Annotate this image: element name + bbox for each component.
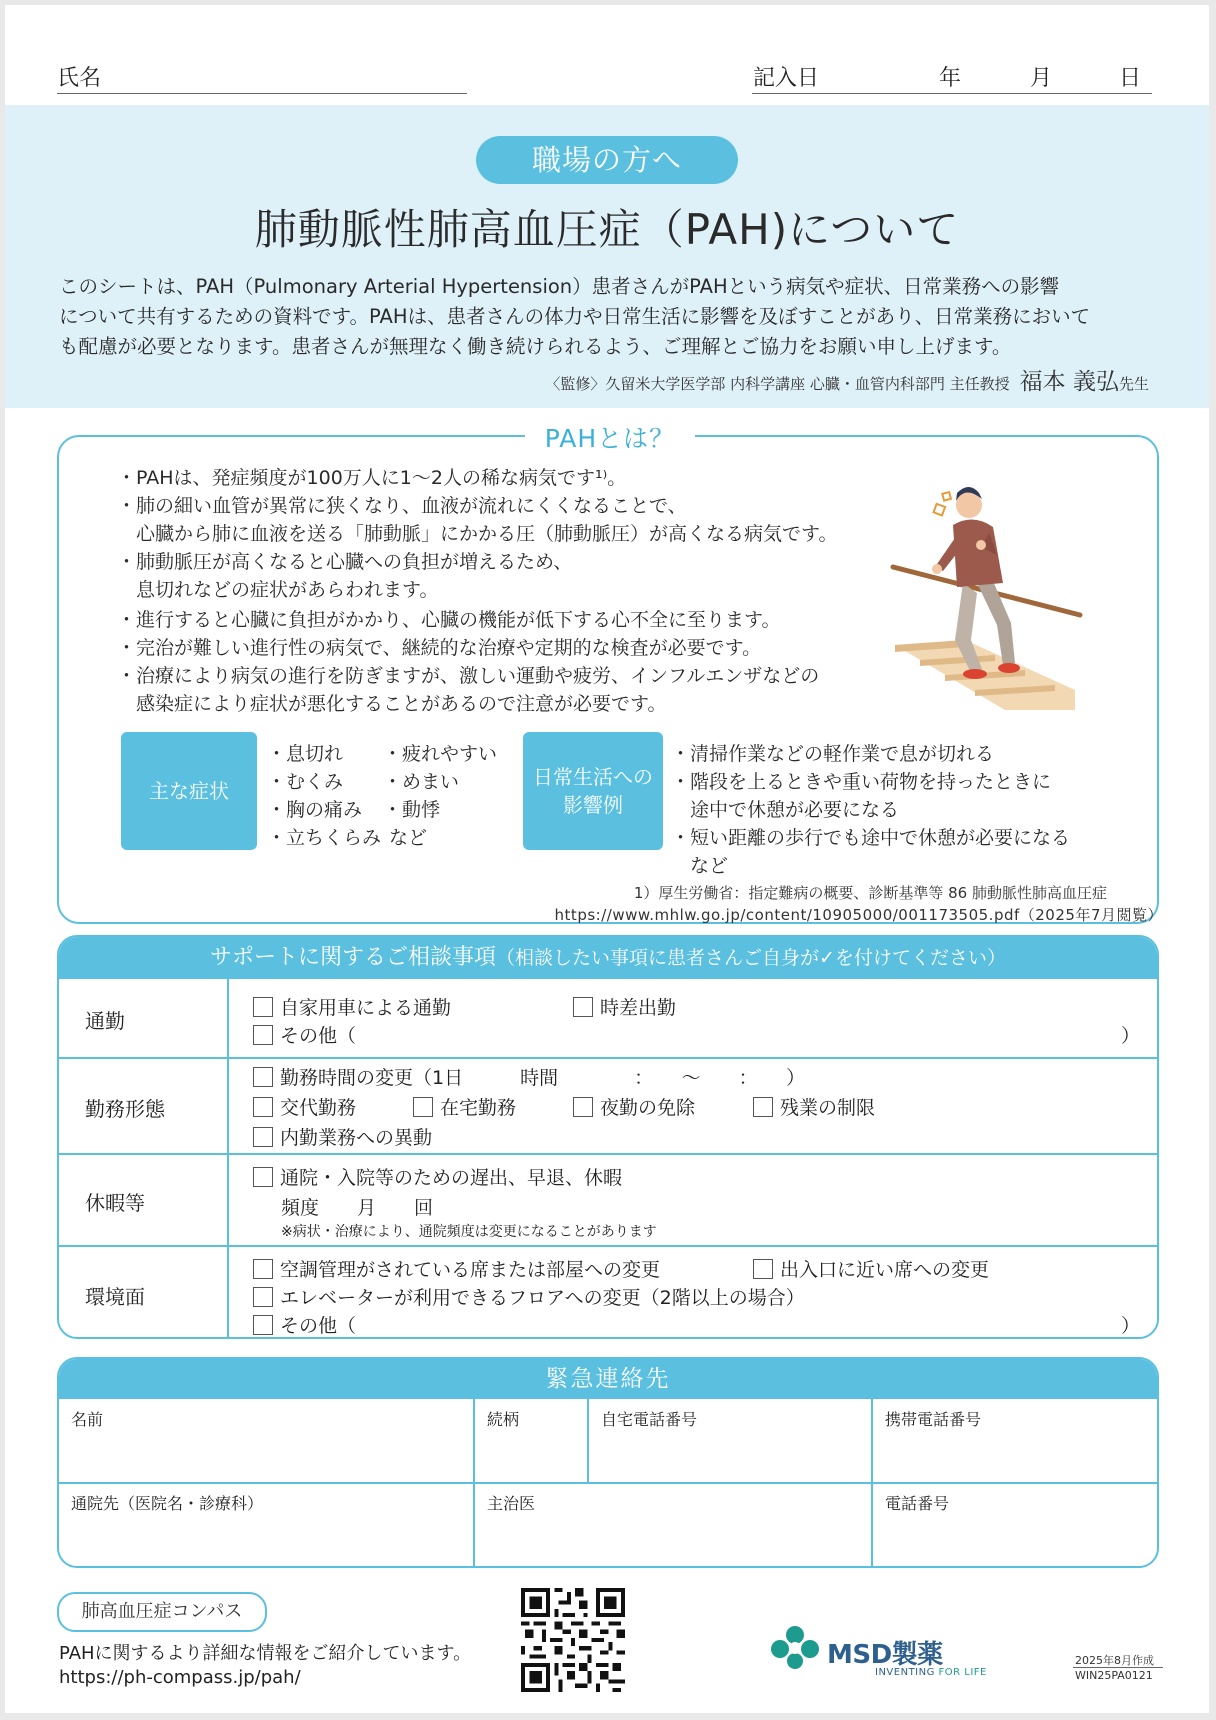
supervisor-affiliation: 〈監修〉久留米大学医学部 内科学講座 心臓・血管内科部門 主任教授 <box>545 375 1010 393</box>
impact-tag <box>523 732 663 850</box>
option-label: エレベーターが利用できるフロアへの変更（2階以上の場合） <box>280 1287 805 1309</box>
checkbox[interactable] <box>753 1097 773 1117</box>
day-label: 日 <box>1119 66 1142 91</box>
pah-bullet: ・治療により病気の進行を防ぎますが、激しい運動や疲労、インフルエンザなどの <box>117 665 820 687</box>
supervisor-suffix: 先生 <box>1118 375 1149 393</box>
page-title: 肺動脈性肺高血圧症（PAH)について <box>254 205 960 254</box>
stair-climber-illustration <box>885 475 1085 715</box>
pah-bullet: 心臓から肺に血液を送る「肺動脈」にかかる圧（肺動脈圧）が高くなる病気です。 <box>117 523 838 545</box>
checkbox[interactable] <box>413 1097 433 1117</box>
row-label-commute: 通勤 <box>85 1009 125 1033</box>
symptom-item: ・疲れやすい <box>383 743 498 765</box>
pah-bullet: ・PAHは、発症頻度が100万人に1〜2人の稀な病気です¹⁾。 <box>117 467 627 489</box>
tagline-b: FOR LIFE <box>934 1667 987 1678</box>
impact-item: ・階段を上るときや重い荷物を持ったときに <box>671 771 1052 793</box>
meta-divider <box>1073 1667 1163 1668</box>
visit-frequency: 頻度 月 回 <box>281 1197 434 1219</box>
compass-link[interactable]: 肺高血圧症コンパス <box>57 1592 267 1632</box>
support-heading-note: （相談したい事項に患者さんご自身が✓を付けてください） <box>496 947 1006 969</box>
date-line[interactable] <box>752 93 1152 94</box>
option-label: その他（ <box>280 1315 357 1337</box>
option-env-other[interactable] <box>253 1311 356 1338</box>
close-paren: ） <box>1121 1025 1141 1047</box>
label-divider <box>227 979 229 1339</box>
option-indoor-transfer[interactable] <box>253 1123 432 1150</box>
row-divider <box>59 1482 1157 1484</box>
option-label: 出入口に近い席への変更 <box>780 1259 990 1281</box>
pah-bullet: ・進行すると心臓に負担がかかり、心臓の機能が低下する心不全に至ります。 <box>117 609 781 631</box>
row-divider <box>59 1057 1157 1059</box>
pah-bullet: 息切れなどの症状があらわれます。 <box>117 579 439 601</box>
checkbox[interactable] <box>253 1167 273 1187</box>
qr-code-icon[interactable] <box>521 1588 625 1692</box>
pah-bullet: ・肺の細い血管が異常に狭くなり、血液が流れにくくなることで、 <box>117 495 687 517</box>
emergency-section <box>57 1357 1159 1568</box>
option-remote-work[interactable] <box>413 1093 516 1120</box>
name-label: 氏名 <box>57 66 102 91</box>
field-phone[interactable]: 電話番号 <box>885 1494 950 1513</box>
row-label-leave: 休暇等 <box>85 1191 145 1215</box>
impact-tag-line: 日常生活への <box>533 765 653 789</box>
footer-info: PAHに関するより詳細な情報をご紹介しています。 <box>59 1643 472 1664</box>
support-heading <box>59 937 1157 979</box>
field-mobile-phone[interactable]: 携帯電話番号 <box>885 1410 982 1429</box>
symptom-item: ・胸の痛み <box>267 799 363 821</box>
emergency-heading: 緊急連絡先 <box>59 1359 1157 1399</box>
checkbox[interactable] <box>253 1097 273 1117</box>
col-divider <box>587 1399 589 1483</box>
option-label: その他（ <box>280 1025 357 1047</box>
impact-tag-line: 影響例 <box>563 793 623 817</box>
support-heading-title: サポートに関するご相談事項 <box>210 945 497 970</box>
option-entrance-seat[interactable] <box>753 1255 989 1282</box>
row-label-environment: 環境面 <box>85 1285 145 1309</box>
field-name[interactable]: 名前 <box>71 1410 104 1429</box>
supervisor <box>545 363 1149 396</box>
option-commute-other[interactable] <box>253 1021 356 1048</box>
impact-item: ・清掃作業などの軽作業で息が切れる <box>671 743 995 765</box>
intro-line-2: について共有するための資料です。PAHは、患者さんの体力や日常生活に影響を及ぼすことがあり、日常業務において <box>59 305 1091 328</box>
option-label: 残業の制限 <box>780 1097 876 1119</box>
checkbox[interactable] <box>253 997 273 1017</box>
option-label: 夜勤の免除 <box>600 1097 696 1119</box>
reference-url: https://www.mhlw.go.jp/content/10905000/001173505.pdf（2025年7月閲覧） <box>554 906 1163 924</box>
tagline-a: INVENTING <box>875 1667 935 1678</box>
msd-brand: MSD製薬 <box>827 1640 943 1670</box>
option-aircon-seat[interactable] <box>253 1255 660 1282</box>
year-label: 年 <box>939 66 962 91</box>
field-home-phone[interactable]: 自宅電話番号 <box>601 1410 698 1429</box>
option-label: 時差出勤 <box>600 997 677 1019</box>
option-staggered-commute[interactable] <box>573 993 676 1020</box>
msd-tagline <box>875 1667 987 1678</box>
option-label: 通院・入院等のための遅出、早退、休暇 <box>280 1167 623 1189</box>
checkbox[interactable] <box>253 1025 273 1045</box>
reference-line: 1）厚生労働省：指定難病の概要、診断基準等 86 肺動脈性肺高血圧症 <box>633 884 1107 902</box>
option-label: 勤務時間の変更（1日 時間 ： 〜 ： ） <box>280 1067 806 1089</box>
date-label: 記入日 <box>753 66 820 91</box>
footer-url[interactable]: https://ph-compass.jp/pah/ <box>59 1667 301 1688</box>
field-hospital[interactable]: 通院先（医院名・診療科） <box>71 1494 264 1513</box>
col-divider <box>871 1399 873 1568</box>
checkbox[interactable] <box>253 1315 273 1335</box>
month-label: 月 <box>1030 66 1053 91</box>
symptom-item: ・むくみ <box>267 771 344 793</box>
symptom-item: ・息切れ <box>267 743 344 765</box>
symptom-item: ・立ちくらみ <box>267 827 382 849</box>
pah-heading: PAHとは？ <box>525 419 695 455</box>
frequency-note: ※病状・治療により、通院頻度は変更になることがあります <box>281 1224 657 1240</box>
row-label-work-style: 勤務形態 <box>85 1097 165 1121</box>
row-divider <box>59 1153 1157 1155</box>
option-shift-work[interactable] <box>253 1093 356 1120</box>
pah-bullet: 感染症により症状が悪化することがあるので注意が必要です。 <box>117 693 667 715</box>
option-label: 空調管理がされている席または部屋への変更 <box>280 1259 661 1281</box>
checkbox[interactable] <box>573 997 593 1017</box>
row-divider <box>59 1245 1157 1247</box>
option-work-hours[interactable] <box>253 1063 805 1090</box>
option-hospital-leave[interactable] <box>253 1163 622 1190</box>
field-relation[interactable]: 続柄 <box>487 1410 520 1429</box>
intro-line-3: も配慮が必要となります。患者さんが無理なく働き続けられるよう、ご理解とご協力をお願い申し上げます。 <box>59 335 1012 358</box>
symptom-item: ・動悸 <box>383 799 441 821</box>
checkbox[interactable] <box>253 1127 273 1147</box>
checkbox[interactable] <box>253 1067 273 1087</box>
col-divider <box>473 1399 475 1568</box>
checkbox[interactable] <box>753 1259 773 1279</box>
field-doctor[interactable]: 主治医 <box>487 1494 536 1513</box>
support-section <box>57 935 1159 1339</box>
checkbox[interactable] <box>253 1259 273 1279</box>
intro-line-1: このシートは、PAH（Pulmonary Arterial Hypertension）患者さんがPAHという病気や症状、日常業務への影響 <box>59 275 1060 298</box>
impact-item: など <box>671 855 729 877</box>
option-night-exempt[interactable] <box>573 1093 695 1120</box>
option-overtime-limit[interactable] <box>753 1093 875 1120</box>
pah-bullet: ・肺動脈圧が高くなると心臓への負担が増えるため、 <box>117 551 573 573</box>
option-label: 在宅勤務 <box>440 1097 517 1119</box>
option-label: 内勤業務への異動 <box>280 1127 433 1149</box>
option-label: 交代勤務 <box>280 1097 357 1119</box>
msd-logo-icon <box>770 1625 820 1669</box>
audience-pill: 職場の方へ <box>476 136 738 184</box>
created-date: 2025年8月作成 <box>1075 1654 1154 1667</box>
pah-bullet: ・完治が難しい進行性の病気で、継続的な治療や定期的な検査が必要です。 <box>117 637 762 659</box>
name-line[interactable] <box>57 93 467 94</box>
document-code: WIN25PA0121 <box>1075 1669 1153 1682</box>
symptom-item: ・めまい <box>383 771 460 793</box>
supervisor-name: 福本 義弘 <box>1019 369 1119 395</box>
option-label: 自家用車による通勤 <box>280 997 452 1019</box>
checkbox[interactable] <box>573 1097 593 1117</box>
checkbox[interactable] <box>253 1287 273 1307</box>
option-private-car[interactable] <box>253 993 451 1020</box>
impact-item: ・短い距離の歩行でも途中で休憩が必要になる <box>671 827 1071 849</box>
symptom-item: など <box>389 827 428 849</box>
option-elevator-floor[interactable] <box>253 1283 805 1310</box>
page <box>5 5 1209 1713</box>
impact-item: 途中で休憩が必要になる <box>671 799 900 821</box>
close-paren: ） <box>1121 1315 1141 1337</box>
symptoms-tag: 主な症状 <box>121 732 257 850</box>
